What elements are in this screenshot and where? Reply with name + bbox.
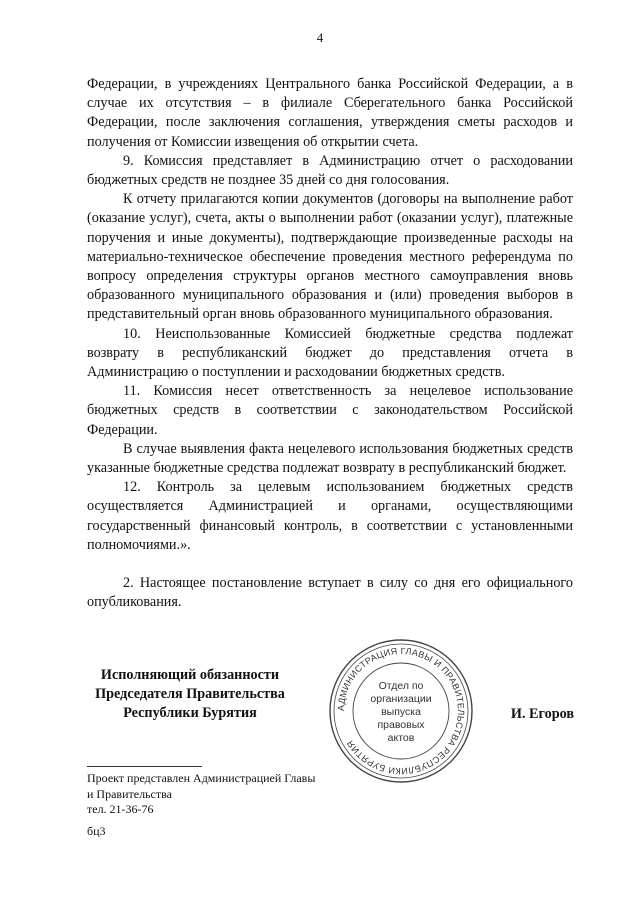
paragraph-item-12: 12. Контроль за целевым использованием бюджетных средств осуществляется Администрацией и органами, осуществляющими государственный финансовый контроль, в соответствии с установленными полномочиями.».	[87, 479, 573, 553]
paragraph-misuse-return: В случае выявления факта нецелевого использования бюджетных средств указанные бюджетные средства подлежат возврату в республиканский бюджет.	[87, 440, 573, 477]
paragraph-item-11: 11. Комиссия несет ответственность за нецелевое использование бюджетных средств в соответствии с законодательством Российской Федерации.	[87, 383, 573, 438]
document-code: бц3	[87, 824, 106, 838]
stamp-center-text: выпуска	[381, 706, 421, 718]
footer-line: и Правительства	[87, 786, 172, 801]
signatory-title-line: Исполняющий обязанности	[100, 667, 280, 683]
signatory-title	[80, 666, 300, 724]
official-stamp	[326, 636, 476, 786]
signatory-title-line: Республики Бурятия	[123, 705, 257, 722]
stamp-center-text: Отдел по	[378, 680, 424, 692]
stamp-center-text: правовых	[377, 719, 425, 731]
document-body	[87, 75, 573, 612]
stamp-center-text: организации	[370, 693, 432, 705]
footer-note	[87, 771, 387, 818]
signatory-name: И. Егоров	[510, 706, 574, 722]
page-number: 4	[316, 30, 324, 45]
paragraph-item-10: 10. Неиспользованные Комиссией бюджетные средства подлежат возврату в республиканский бюджет до представления отчета в Администрацию о поступлении и расходовании бюджетных средств.	[87, 325, 573, 381]
stamp-center-text: актов	[387, 732, 415, 744]
paragraph-effective-date: 2. Настоящее постановление вступает в силу со дня его официального опубликования.	[87, 575, 573, 611]
footer-phone: тел. 21-36-76	[87, 802, 154, 816]
paragraph-report-attachments: К отчету прилагаются копии документов (договоры на выполнение работ (оказание услуг), счета, акты о выполнении работ (оказании услуг), платежные поручения и иные документы), подтверждающие произведенные расходы на материально-техническое обеспечение проведения местного референдума по вопросу определения структуры органов местного самоуправления вновь образованного муниципального образования и (или) проведения выборов в представительный орган вновь образованного муниципального образования.	[87, 191, 573, 323]
stamp-ring-text: АДМИНИСТРАЦИЯ ГЛАВЫ И ПРАВИТЕЛЬСТВА РЕСПУБЛИКИ БУРЯТИЯ	[335, 645, 467, 777]
signatory-title-line: Председателя Правительства	[95, 686, 285, 703]
footer-divider	[87, 766, 202, 767]
footer-line: Проект представлен Администрацией Главы	[87, 771, 316, 785]
paragraph-item-9: 9. Комиссия представляет в Администрацию отчет о расходовании бюджетных средств не позднее 35 дней со дня голосования.	[87, 152, 573, 189]
paragraph-continuation: Федерации, в учреждениях Центрального банка Российской Федерации, а в случае их отсутствия – в филиале Сберегательного банка Российской Федерации, после заключения соглашения, утверждения сметы расходов и получения от Комиссии извещения об открытии счета.	[87, 76, 573, 150]
